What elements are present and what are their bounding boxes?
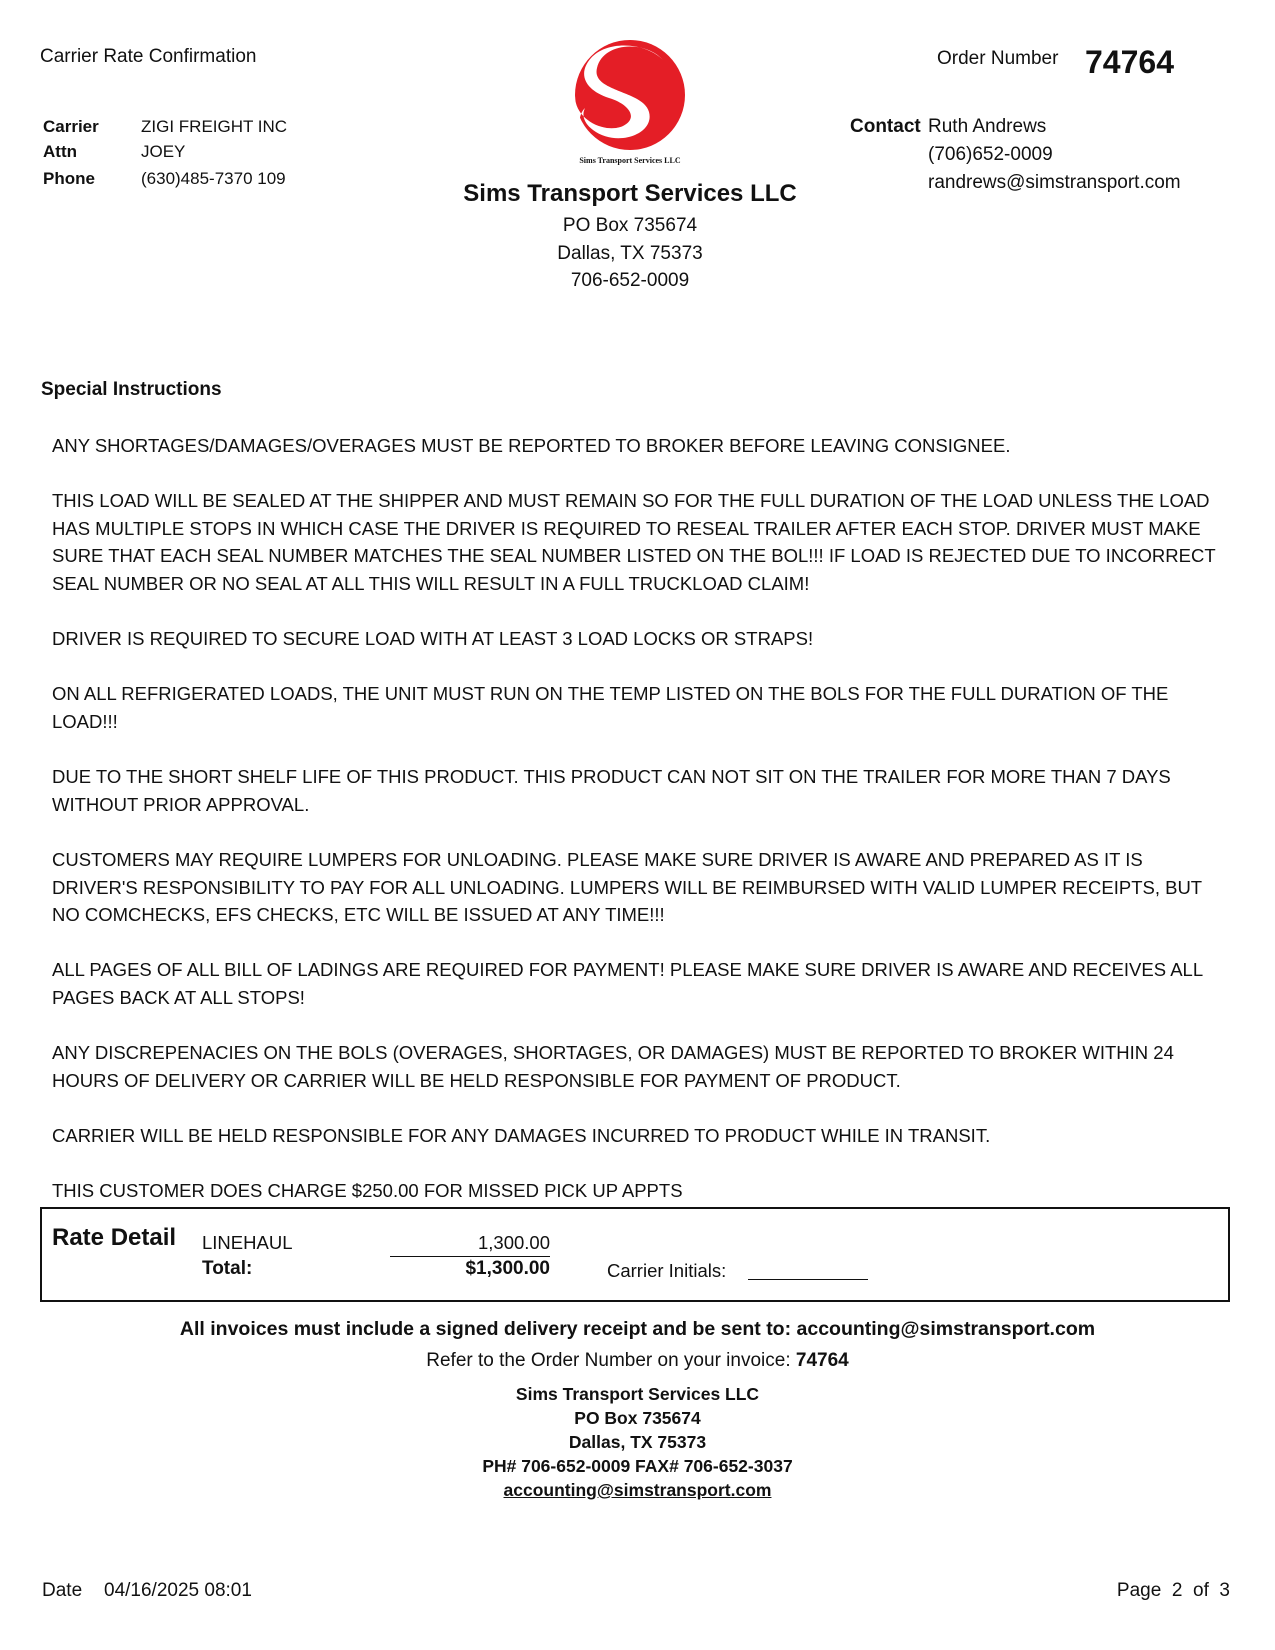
company-phone: 706-652-0009: [570, 270, 690, 291]
total-label: Total:: [202, 1258, 253, 1279]
linehaul-amount: 1,300.00: [477, 1232, 550, 1253]
phone-label: Phone: [43, 169, 95, 188]
page-current: 2: [1171, 1580, 1183, 1601]
rate-detail-heading: Rate Detail: [52, 1224, 177, 1251]
total-amount: $1,300.00: [465, 1258, 550, 1279]
instruction-paragraph: CUSTOMERS MAY REQUIRE LUMPERS FOR UNLOADING. PLEASE MAKE SURE DRIVER IS AWARE AND PREPARED AS IT IS DRIVER'S RESPONSIBILITY TO PAY FOR ALL UNLOADING. LUMPERS WILL BE REIMBURSED WITH VALID LUMPER RECEIPTS, BUT NO COMCHECKS, EFS CHECKS, ETC WILL BE ISSUED AT ANY TIME!!!: [52, 848, 1202, 926]
instruction-paragraph: CARRIER WILL BE HELD RESPONSIBLE FOR ANY DAMAGES INCURRED TO PRODUCT WHILE IN TRANSIT.: [52, 1124, 991, 1146]
company-logo: [545, 38, 715, 168]
logo-s-icon: [545, 38, 715, 158]
logo-caption: Sims Transport Services LLC: [579, 156, 681, 165]
page-of: of: [1193, 1580, 1209, 1601]
special-instructions-heading: Special Instructions: [41, 379, 222, 400]
company-address-1: PO Box 735674: [562, 215, 698, 236]
carrier-initials-field[interactable]: [748, 1279, 868, 1280]
linehaul-label: LINEHAUL: [202, 1232, 293, 1253]
instruction-paragraph: ANY SHORTAGES/DAMAGES/OVERAGES MUST BE REPORTED TO BROKER BEFORE LEAVING CONSIGNEE.: [52, 435, 1011, 456]
rate-detail-box: [40, 1207, 1230, 1302]
document-title: Carrier Rate Confirmation: [40, 46, 257, 67]
contact-email[interactable]: randrews@simstransport.com: [928, 172, 1181, 193]
page-label: Page: [1116, 1580, 1162, 1601]
company-address-2: Dallas, TX 75373: [557, 243, 703, 264]
footer-address-2: Dallas, TX 75373: [568, 1432, 707, 1452]
instruction-paragraph: THIS LOAD WILL BE SEALED AT THE SHIPPER AND MUST REMAIN SO FOR THE FULL DURATION OF THE LOAD UNLESS THE LOAD HAS MULTIPLE STOPS IN WHICH CASE THE DRIVER IS REQUIRED TO RESEAL TRAILER AFTER EACH STOP. DRIVER MUST MAKE SURE THAT EACH SEAL NUMBER MATCHES THE SEAL NUMBER LISTED ON THE BOL!!! IF LOAD IS REJECTED DUE TO INCORRECT SEAL NUMBER OR NO SEAL AT ALL THIS WILL RESULT IN A FULL TRUCKLOAD CLAIM!: [52, 490, 1216, 594]
refer-order-note: [0, 1350, 1275, 1372]
date-value: 04/16/2025 08:01: [104, 1580, 252, 1601]
instruction-paragraph: THIS CUSTOMER DOES CHARGE $250.00 FOR MISSED PICK UP APPTS: [52, 1180, 683, 1202]
special-instructions: [52, 432, 1227, 1205]
contact-name: Ruth Andrews: [928, 116, 1047, 137]
footer-email-link[interactable]: accounting@simstransport.com: [503, 1480, 772, 1500]
date-label: Date: [42, 1580, 83, 1601]
order-number-label: Order Number: [937, 48, 1059, 69]
footer-email-row: [0, 1480, 1275, 1501]
instruction-paragraph: DUE TO THE SHORT SHELF LIFE OF THIS PRODUCT. THIS PRODUCT CAN NOT SIT ON THE TRAILER FOR MORE THAN 7 DAYS WITHOUT PRIOR APPROVAL.: [52, 766, 1171, 815]
footer-address-1: PO Box 735674: [574, 1408, 701, 1428]
page-total: 3: [1219, 1580, 1230, 1601]
company-name: Sims Transport Services LLC: [463, 180, 797, 207]
order-number: 74764: [1085, 44, 1174, 80]
subtotal-rule: [390, 1256, 550, 1257]
refer-order-number: 74764: [795, 1350, 849, 1371]
phone-value: (630)485-7370 109: [141, 169, 286, 188]
attn-value: JOEY: [141, 142, 186, 161]
carrier-label: Carrier: [43, 117, 99, 136]
page-indicator: [1117, 1580, 1230, 1602]
footer-company-name: Sims Transport Services LLC: [515, 1384, 760, 1404]
carrier-value: ZIGI FREIGHT INC: [141, 117, 288, 136]
instruction-paragraph: ANY DISCREPENACIES ON THE BOLS (OVERAGES, SHORTAGES, OR DAMAGES) MUST BE REPORTED TO BROKER WITHIN 24 HOURS OF DELIVERY OR CARRIER WILL BE HELD RESPONSIBLE FOR PAYMENT OF PRODUCT.: [52, 1042, 1174, 1091]
refer-order-text: Refer to the Order Number on your invoice:: [426, 1350, 791, 1371]
instruction-paragraph: DRIVER IS REQUIRED TO SECURE LOAD WITH AT LEAST 3 LOAD LOCKS OR STRAPS!: [52, 628, 814, 650]
invoice-note: All invoices must include a signed delivery receipt and be sent to: accounting@simstransport.com: [179, 1318, 1096, 1340]
contact-label: Contact: [850, 116, 921, 137]
footer-phones: PH# 706-652-0009 FAX# 706-652-3037: [482, 1456, 793, 1476]
contact-phone: (706)652-0009: [928, 144, 1053, 165]
attn-label: Attn: [43, 142, 77, 161]
carrier-initials-label: Carrier Initials:: [607, 1260, 727, 1281]
instruction-paragraph: ALL PAGES OF ALL BILL OF LADINGS ARE REQUIRED FOR PAYMENT! PLEASE MAKE SURE DRIVER IS AWARE AND RECEIVES ALL PAGES BACK AT ALL STOPS!: [52, 959, 1203, 1008]
instruction-paragraph: ON ALL REFRIGERATED LOADS, THE UNIT MUST RUN ON THE TEMP LISTED ON THE BOLS FOR THE FULL DURATION OF THE LOAD!!!: [52, 683, 1169, 732]
